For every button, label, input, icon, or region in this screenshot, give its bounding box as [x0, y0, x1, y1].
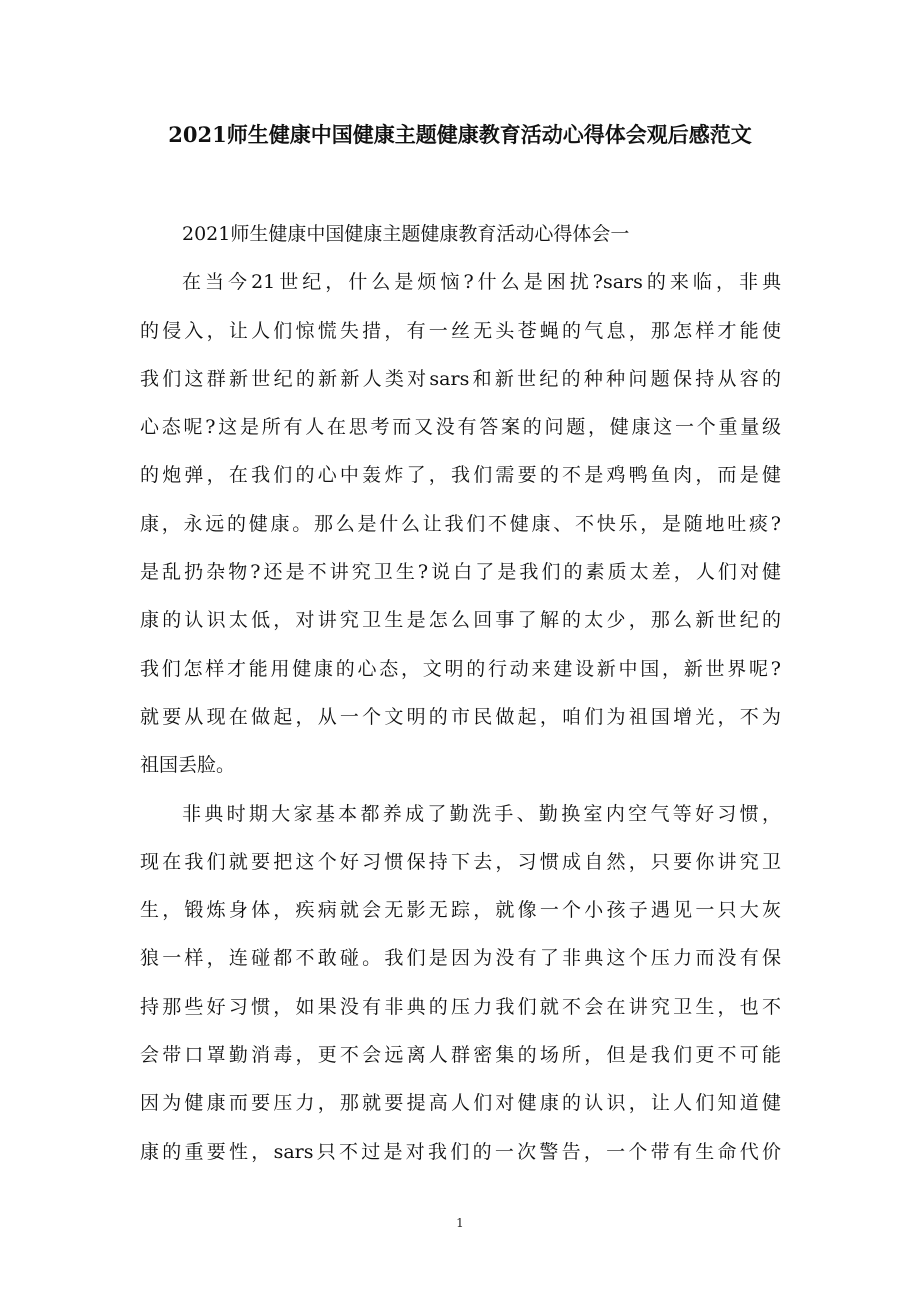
paragraph-line: 康的认识太低，对讲究卫生是怎么回事了解的太少，那么新世纪的 [140, 609, 781, 632]
paragraph-line: 狼一样，连碰都不敢碰。我们是因为没有了非典这个压力而没有保 [140, 947, 781, 970]
document-body [140, 216, 781, 1182]
paragraph-line: 是乱扔杂物?还是不讲究卫生?说白了是我们的素质太差，人们对健 [140, 561, 781, 584]
paragraph-line: 的侵入，让人们惊慌失措，有一丝无头苍蝇的气息，那怎样才能使 [140, 319, 781, 342]
paragraph-line: 非典时期大家基本都养成了勤洗手、勤换室内空气等好习惯， [182, 802, 781, 825]
paragraph-line: 持那些好习惯，如果没有非典的压力我们就不会在讲究卫生，也不 [140, 995, 781, 1018]
page-number: 1 [456, 1216, 464, 1230]
paragraph-line: 就要从现在做起，从一个文明的市民做起，咱们为祖国增光，不为 [140, 705, 781, 728]
paragraph-line: 因为健康而要压力，那就要提高人们对健康的认识，让人们知道健 [140, 1092, 781, 1115]
document-title: 2021师生健康中国健康主题健康教育活动心得体会观后感范文 [168, 122, 752, 147]
paragraph-line: 在当今21世纪，什么是烦恼?什么是困扰?sars的来临，非典 [182, 271, 781, 294]
paragraph-line: 祖国丢脸。 [140, 754, 236, 777]
paragraph-line: 康，永远的健康。那么是什么让我们不健康、不快乐，是随地吐痰? [140, 512, 781, 535]
paragraph-line: 的炮弹，在我们的心中轰炸了，我们需要的不是鸡鸭鱼肉，而是健 [140, 464, 781, 487]
paragraph-line: 我们这群新世纪的新新人类对sars和新世纪的种种问题保持从容的 [140, 367, 781, 390]
paragraph-line: 现在我们就要把这个好习惯保持下去，习惯成自然，只要你讲究卫 [140, 850, 781, 873]
paragraph-line: 我们怎样才能用健康的心态，文明的行动来建设新中国，新世界呢? [140, 657, 781, 680]
paragraph-line: 生，锻炼身体，疾病就会无影无踪，就像一个小孩子遇见一只大灰 [140, 899, 781, 922]
paragraph-line: 会带口罩勤消毒，更不会远离人群密集的场所，但是我们更不可能 [140, 1044, 781, 1067]
paragraph-line: 心态呢?这是所有人在思考而又没有答案的问题，健康这一个重量级 [140, 416, 781, 439]
paragraph-line: 康的重要性，sars只不过是对我们的一次警告，一个带有生命代价 [140, 1140, 781, 1163]
section-heading: 2021师生健康中国健康主题健康教育活动心得体会一 [182, 223, 630, 245]
